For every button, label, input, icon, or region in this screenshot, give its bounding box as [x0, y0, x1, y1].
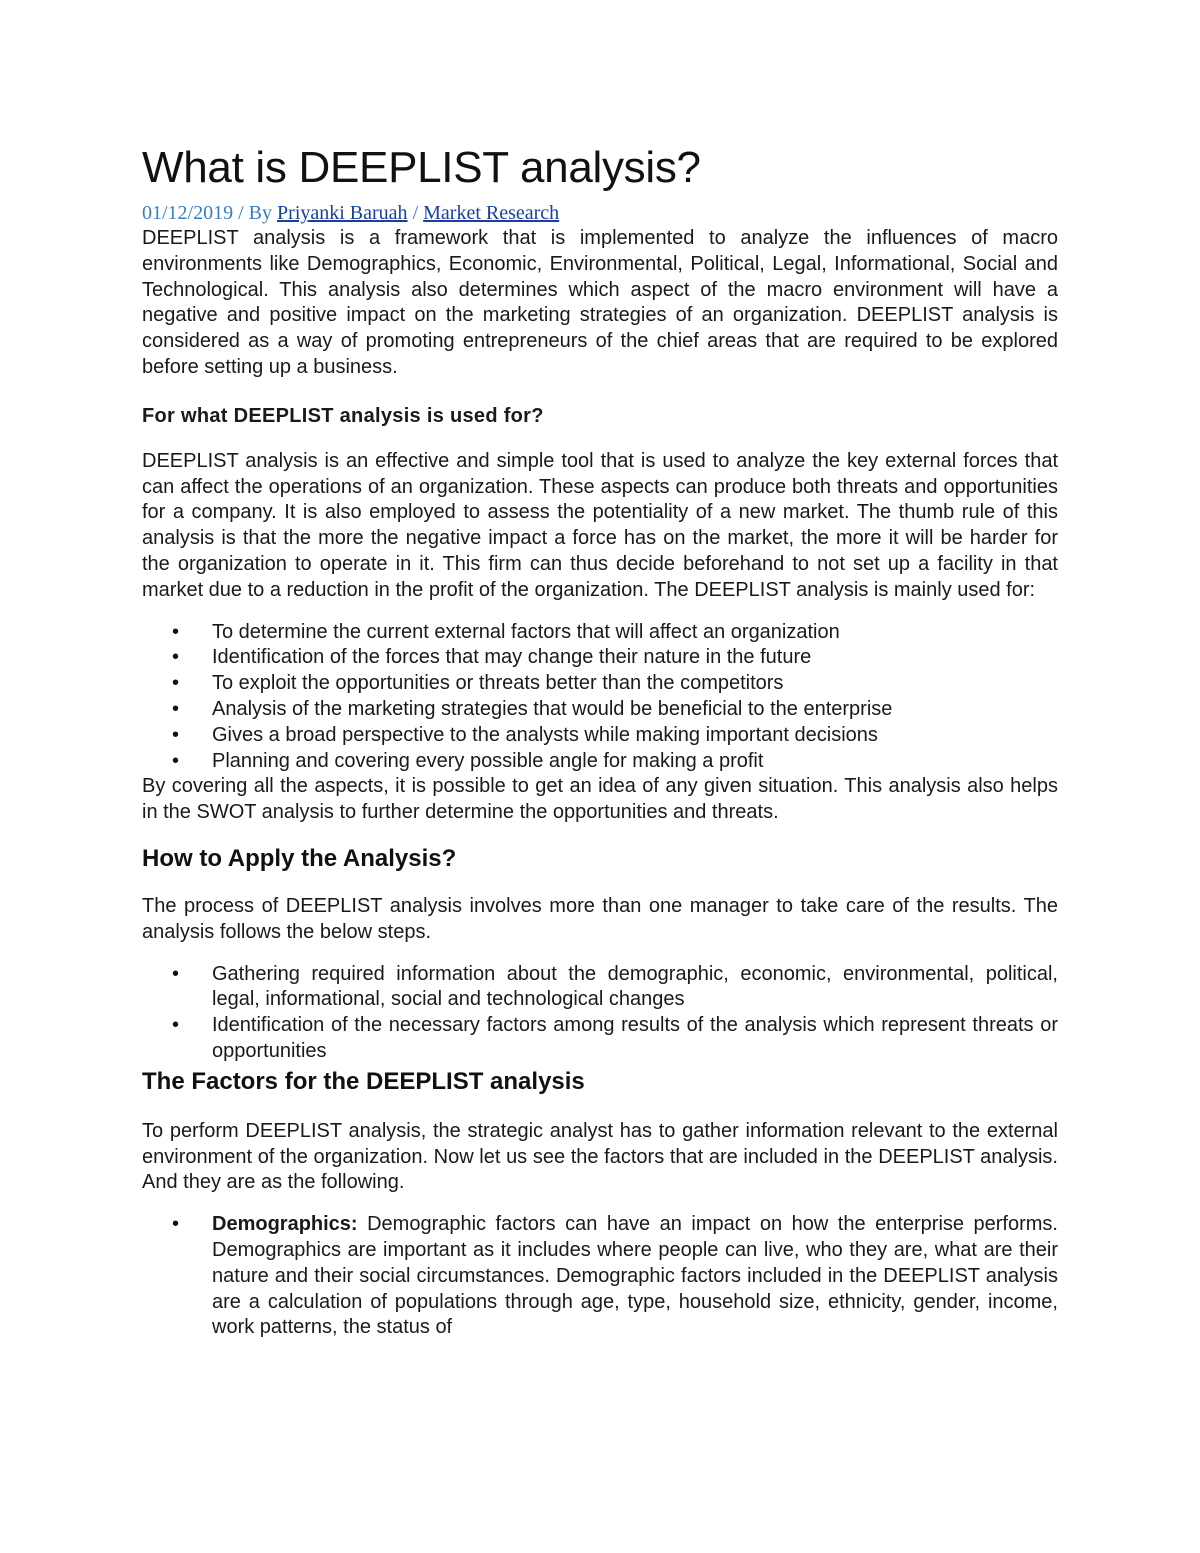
- post-meta: [142, 200, 1058, 226]
- section1-body: DEEPLIST analysis is an effective and simple tool that is used to analyze the key external forces that can affect the operations of an organization. These aspects can produce both threats and opportunities for a company. It is also employed to assess the potentiality of a new market. The thumb rule of this analysis is that the more the negative impact a force has on the market, the more it will be harder for the organization to operate in it. This firm can thus decide beforehand to not set up a facility in that market due to a reduction in the profit of the organization. The DEEPLIST analysis is mainly used for:: [142, 449, 1058, 601]
- list-item: • Identification of the necessary factors among results of the analysis which represent threats or opportunities: [142, 1013, 1058, 1065]
- page-title: What is DEEPLIST analysis?: [142, 143, 701, 192]
- section1-heading: For what DEEPLIST analysis is used for?: [142, 404, 544, 427]
- list-item: • Gathering required information about the demographic, economic, environmental, political, legal, informational, social and technological changes: [142, 962, 1058, 1014]
- author-link[interactable]: Priyanki Baruah: [277, 202, 408, 224]
- document-page: [142, 142, 1058, 1341]
- factor-term: Demographics:: [212, 1213, 358, 1236]
- section2-body: The process of DEEPLIST analysis involves more than one manager to take care of the results. The analysis follows the below steps.: [142, 894, 1058, 943]
- list-item: • To determine the current external factors that will affect an organization: [142, 620, 1058, 646]
- intro-paragraph: DEEPLIST analysis is a framework that is implemented to analyze the influences of macro environments like Demographics, Economic, Environmental, Political, Legal, Informational, Social and Technological. This analysis also determines which aspect of the macro environment will have a negative and positive impact on the marketing strategies of an organization. DEEPLIST analysis is considered as a way of promoting entrepreneurs of the chief areas that are required to be explored before setting up a business.: [142, 227, 1058, 378]
- uses-list: [142, 620, 1058, 775]
- factor-text: Demographic factors can have an impact on how the enterprise performs. Demographics are important as it includes where people can live, who they are, what are their nature and their social circumstances. Demographic factors included in the DEEPLIST analysis are a calculation of populations through age, type, household size, ethnicity, gender, income, work patterns, the status of: [212, 1213, 1058, 1339]
- list-item: • Planning and covering every possible angle for making a profit: [142, 749, 1058, 775]
- section1-closing: By covering all the aspects, it is possible to get an idea of any given situation. This analysis also helps in the SWOT analysis to further determine the opportunities and threats.: [142, 775, 1058, 824]
- category-link[interactable]: Market Research: [423, 202, 560, 224]
- post-date: 01/12/2019: [142, 202, 234, 224]
- steps-list: [142, 962, 1058, 1065]
- section3-body: To perform DEEPLIST analysis, the strategic analyst has to gather information relevant to the external environment of the organization. Now let us see the factors that are included in the DEEPLIST analysis. And they are as the following.: [142, 1119, 1058, 1194]
- list-item: [142, 1212, 1058, 1341]
- list-item: • To exploit the opportunities or threats better than the competitors: [142, 671, 1058, 697]
- list-item: • Analysis of the marketing strategies that would be beneficial to the enterprise: [142, 697, 1058, 723]
- meta-separator: /: [412, 202, 419, 224]
- by-label: / By: [238, 202, 273, 224]
- section3-heading: The Factors for the DEEPLIST analysis: [142, 1067, 585, 1095]
- factors-list: [142, 1212, 1058, 1341]
- list-item: • Identification of the forces that may change their nature in the future: [142, 645, 1058, 671]
- section2-heading: How to Apply the Analysis?: [142, 844, 457, 872]
- list-item: • Gives a broad perspective to the analysts while making important decisions: [142, 723, 1058, 749]
